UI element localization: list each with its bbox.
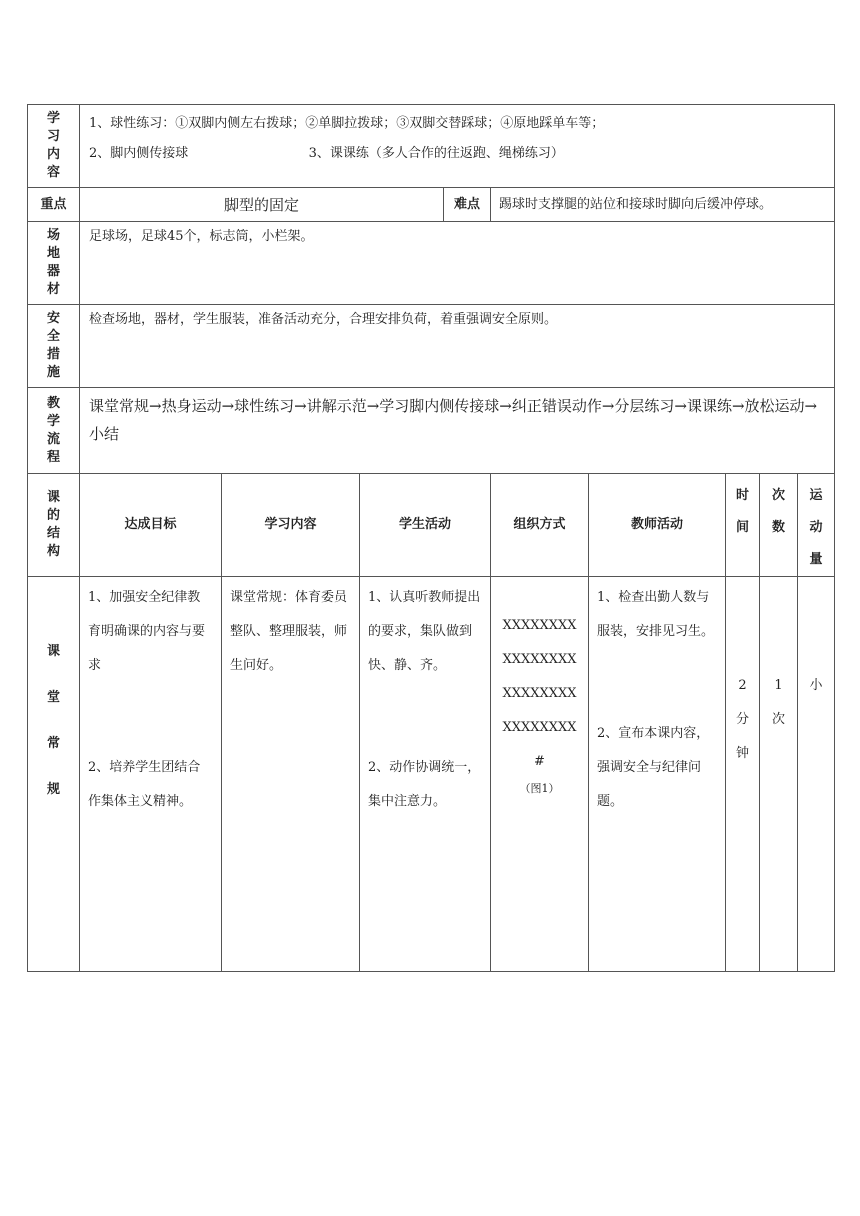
routine-student <box>360 577 491 972</box>
teacher-1: 1、检查出勤人数与服装，安排见习生。 <box>597 590 715 639</box>
goal-1: 1、加强安全纪律教育明确课的内容与要求 <box>88 590 206 673</box>
routine-org <box>491 577 589 972</box>
teacher-2: 2、宣布本课内容，强调安全与纪律问题。 <box>597 726 710 809</box>
routine-load: 小 <box>798 577 835 972</box>
header-goal: 达成目标 <box>80 474 222 577</box>
flow-value: 课堂常规→热身运动→球性练习→讲解示范→学习脚内侧传接球→纠正错误动作→分层练习→课课练→放松运动→小结 <box>80 388 835 474</box>
content-line-2b: 3、课课练（多人合作的往返跑、绳梯练习） <box>308 146 564 161</box>
header-load: 运 动 量 <box>798 474 835 577</box>
routine-count: 1 次 <box>760 577 798 972</box>
flow-row <box>28 388 835 474</box>
content-line-1: 1、球性练习：①双脚内侧左右拨球；②单脚拉拨球；③双脚交替踩球；④原地踩单车等； <box>89 116 605 131</box>
header-content: 学习内容 <box>222 474 360 577</box>
content-line-2 <box>89 139 825 169</box>
key-label: 重点 <box>28 188 80 222</box>
routine-teacher <box>589 577 726 972</box>
routine-goal <box>80 577 222 972</box>
lesson-plan-table <box>27 104 835 972</box>
header-teacher: 教师活动 <box>589 474 726 577</box>
venue-value: 足球场，足球45个，标志筒，小栏架。 <box>80 222 835 305</box>
formation-row: XXXXXXXX <box>502 720 577 735</box>
difficulty-value: 踢球时支撑腿的站位和接球时脚向后缓冲停球。 <box>491 188 835 222</box>
content-row <box>28 105 835 188</box>
header-org: 组织方式 <box>491 474 589 577</box>
formation-row: XXXXXXXX <box>502 686 577 701</box>
flow-label: 教 学 流 程 <box>28 388 80 474</box>
header-time: 时 间 <box>726 474 760 577</box>
routine-time: 2 分 钟 <box>726 577 760 972</box>
formation-row: XXXXXXXX <box>502 652 577 667</box>
structure-label: 课 的 结 构 <box>28 474 80 577</box>
student-1: 1、认真听教师提出的要求，集队做到快、静、齐。 <box>368 590 481 673</box>
safety-label: 安 全 措 施 <box>28 305 80 388</box>
venue-row <box>28 222 835 305</box>
figure-caption: （图1） <box>519 782 560 795</box>
goal-2: 2、培养学生团结合作集体主义精神。 <box>88 760 201 809</box>
venue-label: 场 地 器 材 <box>28 222 80 305</box>
header-student: 学生活动 <box>360 474 491 577</box>
key-row <box>28 188 835 222</box>
safety-value: 检查场地，器材，学生服装，准备活动充分，合理安排负荷，着重强调安全原则。 <box>80 305 835 388</box>
content-line-2a: 2、脚内侧传接球 <box>89 146 189 161</box>
formation-row: XXXXXXXX <box>502 618 577 633</box>
content-value <box>80 105 835 188</box>
content-label: 学 习 内 容 <box>28 105 80 188</box>
student-2: 2、动作协调统一，集中注意力。 <box>368 760 481 809</box>
structure-header-row <box>28 474 835 577</box>
safety-row <box>28 305 835 388</box>
difficulty-label: 难点 <box>444 188 491 222</box>
routine-row <box>28 577 835 972</box>
teacher-mark: # <box>534 754 545 769</box>
key-value: 脚型的固定 <box>80 188 444 222</box>
routine-title: 课 堂 常 规 <box>28 577 80 972</box>
routine-content: 课堂常规：体育委员整队、整理服装，师生问好。 <box>222 577 360 972</box>
header-count: 次 数 <box>760 474 798 577</box>
